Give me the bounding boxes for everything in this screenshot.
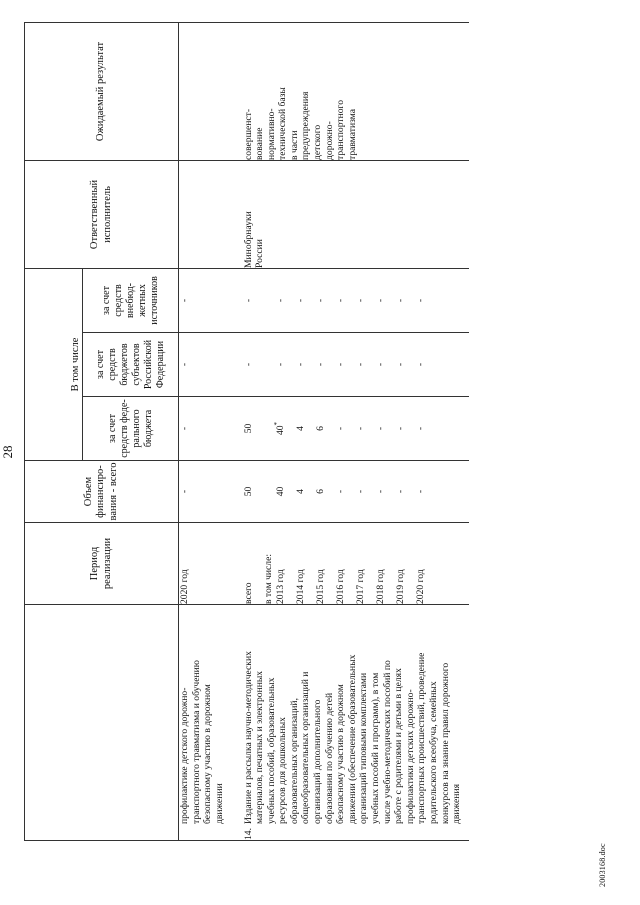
total-value: - [354,489,366,494]
regional-value: - [274,362,286,367]
item-number: 14. [242,828,254,840]
total-value: 40 [274,486,286,497]
extra-value: - [354,298,366,303]
executor-line: России [254,239,266,268]
text-line: движения [451,784,463,824]
regional-value [263,333,275,396]
header-total: Объем финансиро-вания - всего [25,461,179,523]
regional-value: - [374,362,386,367]
header-executor: Ответственный исполнитель [25,160,179,268]
regional-value: - [294,362,306,367]
total-value: 4 [294,489,306,494]
text-line: образования по обучению детей [323,692,335,824]
result-line: предупреждения [300,91,312,160]
total-value: - [394,489,406,494]
item-14-extra [239,268,469,332]
regional-value: - [314,362,326,367]
period-label: в том числе: [262,553,274,604]
extra-value: - [334,298,346,303]
continuation-text [179,605,239,841]
header-extra: за счет средств внебюд-жетных источников [83,268,179,332]
extra-value: - [294,298,306,303]
continuation-federal: - [179,397,239,461]
text-line: профилактики детских дорожно- [404,689,416,824]
footnote-mark: * [272,421,281,426]
text-line: учебных пособий, образовательных [265,677,277,824]
result-line: детского [312,124,324,160]
text-line: образовательных организаций, [288,698,300,824]
period-label: 2013 год [274,569,286,604]
text-line: организаций типовыми комплектами [358,672,370,824]
extra-value: - [394,298,406,303]
footer-code: 2003168.doc [598,843,607,887]
text-line: конкурсов на знание правил дорожного [439,662,451,824]
text-line: учебных пособий и программ), в том [370,672,382,824]
federal-value: - [414,426,426,431]
text-line: движении [213,783,225,824]
period-label: 2017 год [354,569,366,604]
item-14-result [239,22,469,160]
period-label: 2014 год [294,569,306,604]
federal-value: - [374,426,386,431]
period-label: 2019 год [394,569,406,604]
federal-value: 4 [294,426,306,431]
federal-value: 40* [272,421,286,436]
text-line: родительского всеобуча, семейных [428,681,439,824]
federal-value: 50 [242,423,254,434]
item-14-description [239,605,469,841]
page-number: 28 [0,445,15,459]
result-line: транспортного [335,100,347,160]
regional-value: - [354,362,366,367]
federal-value: - [334,426,346,431]
table-row-item-14 [239,22,469,840]
continuation-total: - [179,461,239,523]
total-value: - [374,489,386,494]
item-14-totals [239,461,469,523]
text-line: транспортных происшествий, проведение [416,652,428,824]
regional-value: - [394,362,406,367]
header-blank [25,605,179,841]
text-line: движении (обеспечение образовательных [346,654,358,824]
text-line: профилактике детского дорожно- [179,687,190,824]
result-line: технической базы [277,87,289,160]
text-line: безопасному участию в дорожном [202,684,214,824]
text-line: работе с родителями и детьми в целях [393,668,405,824]
header-result: Ожидаемый результат [25,22,179,160]
period-label: 2020 год [414,569,426,604]
federal-value: - [354,426,366,431]
item-14-periods [239,523,469,605]
text-line: числе учебно-методических пособий по [381,660,393,824]
continuation-regional: - [179,333,239,397]
text-line: организаций дополнительного [312,699,324,824]
item-14-federal [239,397,469,461]
executor-line: Минобрнауки [242,211,254,268]
header-period: Период реализации [25,523,179,605]
federal-value [263,397,275,460]
text-line: ресурсов для дошкольных [277,717,289,824]
text-line: безопасному участию в дорожном [335,684,347,824]
period-label: 2018 год [374,569,386,604]
federal-value: - [394,426,406,431]
extra-value: - [414,298,426,303]
result-line: травматизма [346,108,358,160]
total-value: 50 [242,486,254,497]
federal-value: 6 [314,426,326,431]
text-line: общеобразовательных организаций и [300,671,312,824]
regional-value: - [334,362,346,367]
period-label: всего [242,582,254,604]
regional-value: - [414,362,426,367]
extra-value [263,269,275,332]
period-label: 2016 год [334,569,346,604]
extra-value: - [274,298,286,303]
total-value: - [414,489,426,494]
item-14-executor [239,160,469,268]
text-line: Издание и рассылка научно-методических [242,651,254,824]
item-14-regional [239,333,469,397]
result-line: вование [254,127,266,160]
extra-value: - [314,298,326,303]
total-value: - [334,489,346,494]
text-line: транспортного травматизма и обучению [190,660,202,824]
result-line: в части [288,130,300,160]
total-value [263,461,275,522]
continuation-period: 2020 год [179,523,239,605]
header-row-top [25,22,83,840]
table-row-continuation [179,22,239,840]
header-federal: за счет средств феде-рального бюджета [83,397,179,461]
result-line: дорожно- [323,121,335,160]
extra-value: - [374,298,386,303]
period-label: 2015 год [314,569,326,604]
total-value: 6 [314,489,326,494]
text-line: материалов, печатных и электронных [254,670,266,824]
continuation-extra: - [179,268,239,332]
header-group: В том числе [25,268,83,460]
program-table [24,22,469,841]
regional-value: - [242,362,254,367]
header-regional: за счет средств бюджетов субъектов Российской Федерации [83,333,179,397]
extra-value: - [242,298,254,303]
result-line: совершенст- [242,108,254,160]
result-line: нормативно- [265,108,277,160]
